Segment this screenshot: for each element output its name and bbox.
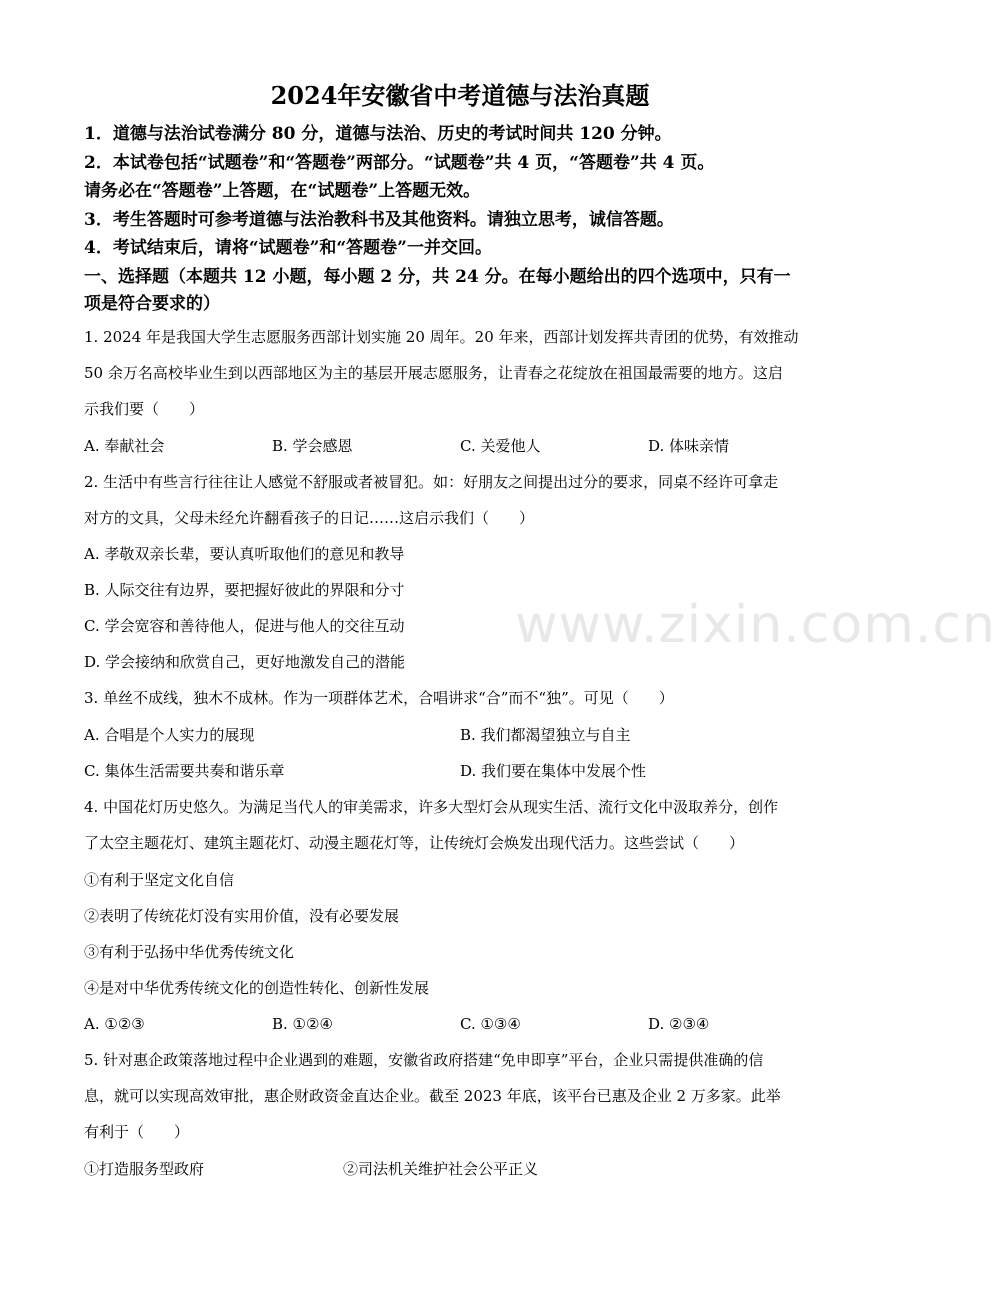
question-4-option-c: C. ①③④ (460, 1015, 521, 1033)
section-heading: 一、选择题（本题共 12 小题，每小题 2 分，共 24 分。在每小题给出的四个选项中，只有一 (84, 267, 791, 287)
instruction-4: 4．考试结束后，请将“试题卷”和“答题卷”一并交回。 (84, 238, 492, 258)
question-3-text: 3. 单丝不成线，独木不成林。作为一项群体艺术，合唱讲求“合”而不“独”。可见（ ） (84, 689, 674, 707)
question-2-option-a: A. 孝敬双亲长辈，要认真听取他们的意见和教导 (84, 545, 405, 563)
watermark: www.zixin.com.cn (515, 595, 996, 655)
section-heading-cont: 项是符合要求的） (84, 294, 220, 314)
question-4-text: 4. 中国花灯历史悠久。为满足当代人的审美需求，许多大型灯会从现实生活、流行文化中汲取养分，创作 (84, 798, 779, 816)
question-1-text: 1. 2024 年是我国大学生志愿服务西部计划实施 20 周年。20 年来，西部计划发挥共青团的优势，有效推动 (84, 328, 799, 346)
question-5-item-2: ②司法机关维护社会公平正义 (343, 1160, 539, 1178)
question-5-item-1: ①打造服务型政府 (84, 1160, 205, 1178)
question-1-text: 示我们要（ ） (84, 400, 205, 418)
question-2-option-b: B. 人际交往有边界，要把握好彼此的界限和分寸 (84, 581, 405, 599)
question-1-option-a: A. 奉献社会 (84, 437, 165, 455)
page-title: 2024年安徽省中考道德与法治真题 (270, 81, 650, 110)
question-2-option-d: D. 学会接纳和欣赏自己，更好地激发自己的潜能 (84, 653, 406, 671)
instruction-1: 1．道德与法治试卷满分 80 分，道德与法治、历史的考试时间共 120 分钟。 (84, 124, 672, 144)
question-4-item-3: ③有利于弘扬中华优秀传统文化 (84, 943, 295, 961)
question-2-text: 2. 生活中有些言行往往让人感觉不舒服或者被冒犯。如：好朋友之间提出过分的要求，同桌不经许可拿走 (84, 473, 779, 491)
question-5-text: 息，就可以实现高效审批，惠企财政资金直达企业。截至 2023 年底，该平台已惠及企业 2 万多家。此举 (84, 1087, 781, 1105)
instruction-3: 3．考生答题时可参考道德与法治教科书及其他资料。请独立思考，诚信答题。 (84, 210, 674, 230)
question-4-option-b: B. ①②④ (272, 1015, 333, 1033)
question-1-text: 50 余万名高校毕业生到以西部地区为主的基层开展志愿服务，让青春之花绽放在祖国最需要的地方。这启 (84, 364, 783, 382)
question-2-text: 对方的文具，父母未经允许翻看孩子的日记……这启示我们（ ） (84, 509, 535, 527)
question-4-item-1: ①有利于坚定文化自信 (84, 871, 235, 889)
question-3-option-b: B. 我们都渴望独立与自主 (460, 726, 631, 744)
question-3-option-d: D. 我们要在集体中发展个性 (460, 762, 647, 780)
question-4-item-4: ④是对中华优秀传统文化的创造性转化、创新性发展 (84, 979, 430, 997)
question-4-text: 了太空主题花灯、建筑主题花灯、动漫主题花灯等，让传统灯会焕发出现代活力。这些尝试（ ） (84, 834, 745, 852)
instruction-2: 2．本试卷包括“试题卷”和“答题卷”两部分。“试题卷”共 4 页，“答题卷”共 4 页。 (84, 153, 715, 173)
question-5-text: 有利于（ ） (84, 1123, 190, 1141)
question-2-option-c: C. 学会宽容和善待他人，促进与他人的交往互动 (84, 617, 405, 635)
question-3-option-a: A. 合唱是个人实力的展现 (84, 726, 255, 744)
instruction-2-cont: 请务必在“答题卷”上答题，在“试题卷”上答题无效。 (84, 181, 481, 201)
question-3-option-c: C. 集体生活需要共奏和谐乐章 (84, 762, 285, 780)
question-4-item-2: ②表明了传统花灯没有实用价值，没有必要发展 (84, 907, 400, 925)
question-4-option-a: A. ①②③ (84, 1015, 145, 1033)
question-5-text: 5. 针对惠企政策落地过程中企业遇到的难题，安徽省政府搭建“免申即享”平台，企业只需提供准确的信 (84, 1051, 764, 1069)
question-1-option-c: C. 关爱他人 (460, 437, 541, 455)
question-4-option-d: D. ②③④ (648, 1015, 710, 1033)
question-1-option-b: B. 学会感恩 (272, 437, 353, 455)
question-1-option-d: D. 体味亲情 (648, 437, 730, 455)
